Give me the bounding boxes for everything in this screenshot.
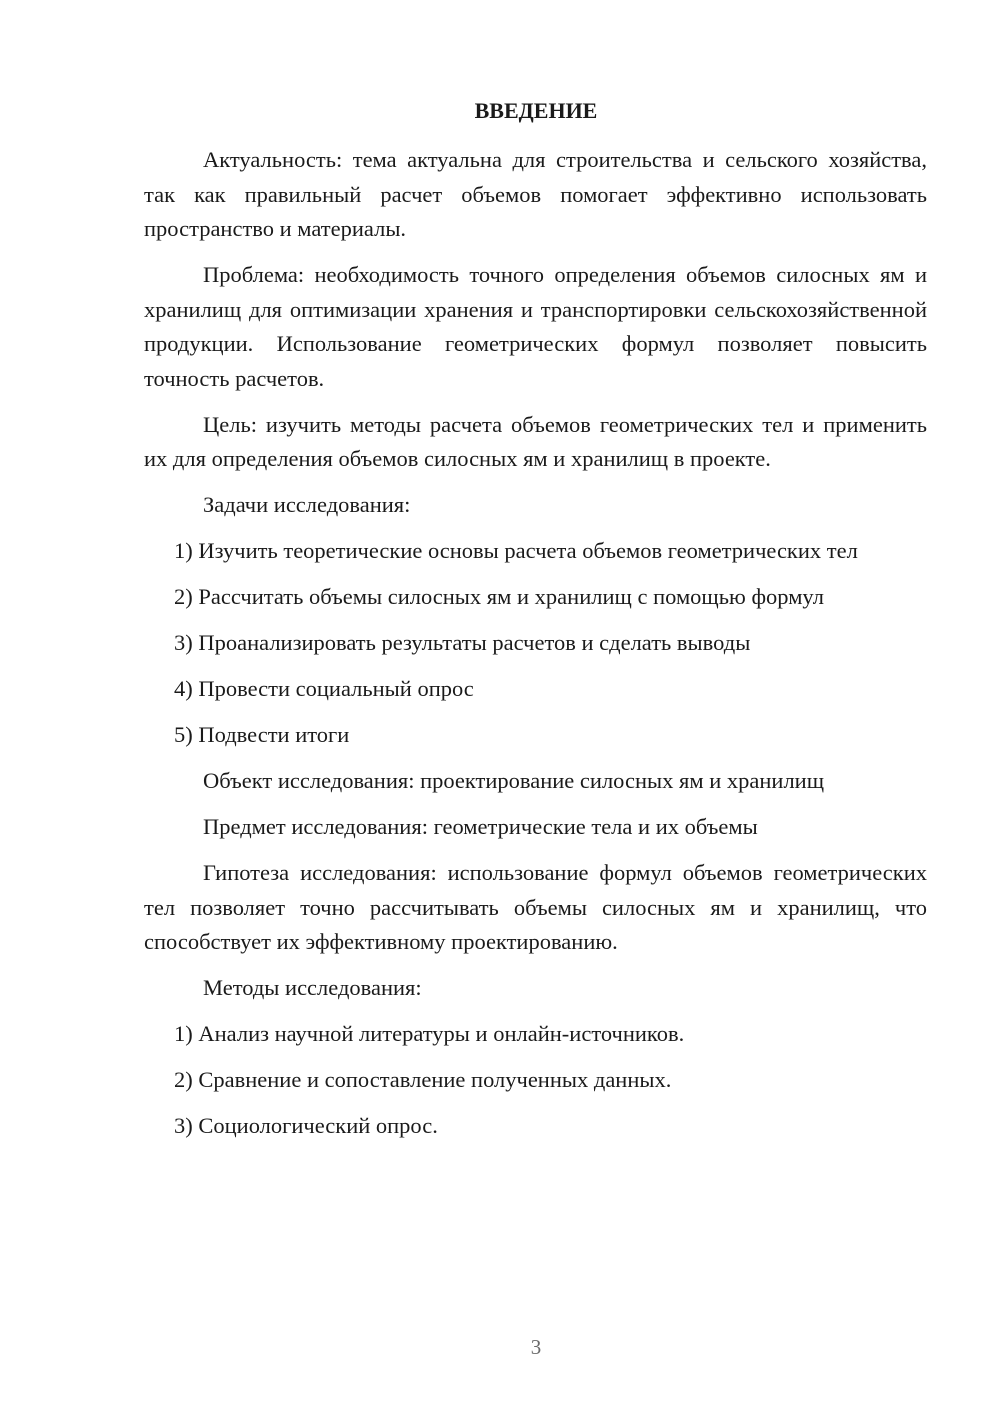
method-item: 3) Социологический опрос. xyxy=(174,1113,438,1138)
paragraph-object: Объект исследования: проектирование силосных ям и хранилищ xyxy=(203,768,825,793)
task-item: 3) Проанализировать результаты расчетов и сделать выводы xyxy=(174,630,751,655)
tasks-heading: Задачи исследования: xyxy=(203,492,411,517)
method-item: 1) Анализ научной литературы и онлайн-источников. xyxy=(174,1021,685,1046)
task-item: 1) Изучить теоретические основы расчета объемов геометрических тел xyxy=(174,538,858,563)
method-item: 2) Сравнение и сопоставление полученных данных. xyxy=(174,1067,672,1092)
paragraph-relevance: Актуальность: тема актуальна для строительства и сельского хозяйства, так как правильный расчет объемов помогает эффективно использовать пространство и материалы. xyxy=(144,147,927,241)
task-item: 4) Провести социальный опрос xyxy=(174,676,474,701)
paragraph-subject: Предмет исследования: геометрические тела и их объемы xyxy=(203,814,758,839)
methods-heading: Методы исследования: xyxy=(203,975,422,1000)
paragraph-hypothesis: Гипотеза исследования: использование формул объемов геометрических тел позволяет точно рассчитывать объемы силосных ям и хранилищ, что способствует их эффективному проектированию. xyxy=(144,860,927,954)
document-body xyxy=(144,143,927,1155)
page-number: 3 xyxy=(530,1335,542,1359)
paragraph-goal: Цель: изучить методы расчета объемов геометрических тел и применить их для определения объемов силосных ям и хранилищ в проекте. xyxy=(144,411,927,471)
task-item: 5) Подвести итоги xyxy=(174,722,350,747)
paragraph-problem: Проблема: необходимость точного определения объемов силосных ям и хранилищ для оптимизации хранения и транспортировки сельскохозяйственной продукции. Использование геометрических формул позволяет повысить точность расчетов. xyxy=(144,262,927,391)
task-item: 2) Рассчитать объемы силосных ям и хранилищ с помощью формул xyxy=(174,584,824,609)
page-title: ВВЕДЕНИЕ xyxy=(474,98,598,123)
